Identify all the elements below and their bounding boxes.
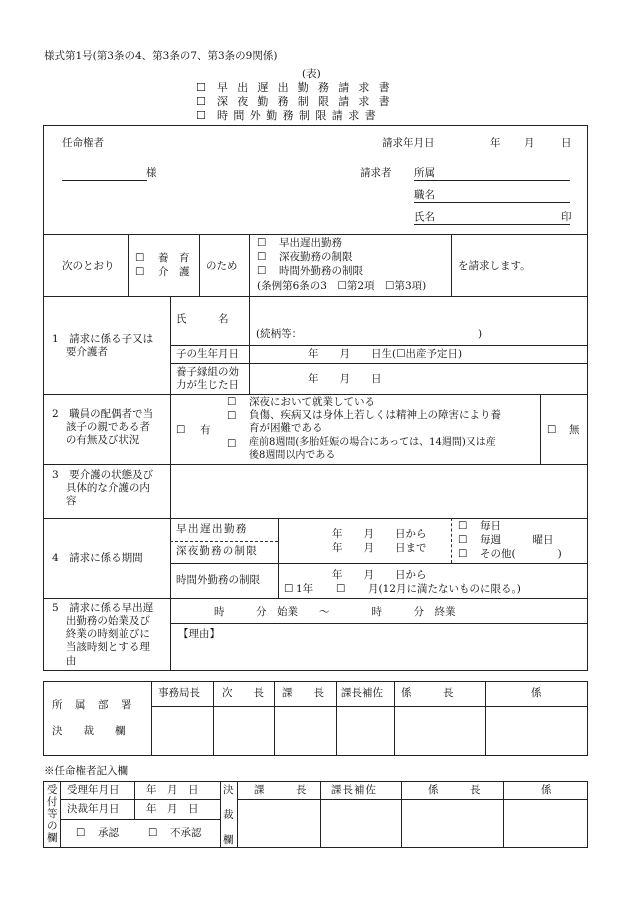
sec5-time[interactable]: 時 分 始業 ～ 時 分 終業: [214, 606, 456, 618]
sec4-ot-1year: 1年: [296, 583, 314, 595]
disapprove-label: 不承認: [170, 827, 202, 839]
sec4-early-late: 早出遅出勤務: [176, 523, 248, 535]
sec1-adopt-label: 養子縁組の効 力が生じた日: [176, 366, 239, 392]
front-label: (表): [302, 68, 321, 80]
name-label: 氏名: [414, 211, 435, 223]
request-month: 月: [524, 137, 535, 149]
checkbox-type-night[interactable]: ☐: [257, 251, 267, 263]
care-nursing-label: 介 護: [158, 266, 190, 278]
side-char-4: の: [47, 820, 58, 832]
sec4-ot-month[interactable]: 月(12月に満たないものに限る。): [368, 583, 521, 595]
sec1-relation-close: ): [478, 328, 483, 340]
sec5-reason[interactable]: 【理由】: [178, 628, 220, 640]
checkbox-type-early-late[interactable]: ☐: [257, 237, 267, 249]
sec5-label: 5 請求に係る早出遅 出勤務の始業及び 終業の時刻並びに 当該時刻とする理 由: [52, 602, 154, 667]
title-checkbox-3[interactable]: ☐: [196, 109, 206, 122]
type-overtime: 時間外勤務の制限: [279, 265, 363, 277]
sec1-label: 1 請求に係る子又は 要介護者: [52, 333, 154, 359]
sec4-freq-daily: 毎日: [480, 520, 501, 532]
side-char-2: 付: [47, 796, 58, 808]
appointer-table: [43, 781, 588, 848]
sec2-yes-checkbox[interactable]: ☐: [176, 424, 186, 436]
sec4-from-date[interactable]: 年 月 日から: [332, 528, 427, 540]
approval-col-unit-chief: 係 長: [401, 687, 454, 699]
kessai-char-2: 裁: [223, 809, 234, 821]
sec4-ot-month-checkbox[interactable]: ☐: [336, 583, 346, 595]
affiliation-line[interactable]: [414, 180, 570, 181]
decision-date-label: 決裁年月日: [67, 803, 120, 815]
sec4-label: 4 請求に係る期間: [52, 552, 143, 564]
sec4-night-limit: 深夜勤務の制限: [176, 545, 258, 557]
sec1-birth-value[interactable]: 年 月 日生(☐出産予定日): [308, 348, 463, 360]
position-line[interactable]: [414, 202, 570, 203]
sec2-item2-checkbox[interactable]: ☐: [227, 410, 237, 422]
sec2-item1: 深夜において就業している: [249, 396, 375, 408]
kessai-char-3: 欄: [223, 834, 234, 846]
side-char-3: 等: [47, 808, 58, 820]
appointer-section-title: ※任命権者記入欄: [44, 765, 128, 777]
for-label: のため: [206, 260, 238, 272]
request-year: 年: [490, 137, 501, 149]
sec3-content-field[interactable]: [172, 466, 586, 516]
title-overtime-limit: 時間外勤務制限請求書: [217, 109, 381, 122]
approve-checkbox[interactable]: ☐: [76, 827, 86, 839]
approval-col-director: 事務局長: [158, 687, 200, 699]
sec2-item3: 産前8週間(多胎妊娠の場合にあっては、14週間)又は産 後8週間以内である: [249, 437, 496, 461]
sec4-freq-other[interactable]: その他( ): [480, 548, 562, 560]
sec3-label: 3 要介護の状態及び 具体的な介護の内 容: [52, 469, 154, 508]
sec4-freq-weekly-checkbox[interactable]: ☐: [458, 534, 468, 546]
disapprove-checkbox[interactable]: ☐: [148, 827, 158, 839]
care-upbringing-label: 養 育: [158, 252, 190, 264]
type-night: 深夜勤務の制限: [279, 251, 353, 263]
appointer-col-section-chief: 課 長: [254, 784, 307, 796]
seal-label: 印: [561, 211, 572, 223]
sec2-item3-checkbox[interactable]: ☐: [227, 438, 237, 450]
approval-col-staff: 係: [531, 687, 542, 699]
decision-date-value[interactable]: 年 月 日: [146, 803, 199, 815]
sec4-freq-daily-checkbox[interactable]: ☐: [458, 520, 468, 532]
approval-decision: 決 裁 欄: [52, 725, 126, 737]
sec1-birth-label: 子の生年月日: [176, 348, 239, 360]
sec1-name-label: 氏 名: [176, 313, 229, 325]
side-char-1: 受: [47, 784, 58, 796]
sec2-no-checkbox[interactable]: ☐: [547, 424, 557, 436]
request-day: 日: [561, 137, 572, 149]
sec2-item1-checkbox[interactable]: ☐: [227, 396, 237, 408]
title-checkbox-2[interactable]: ☐: [196, 95, 206, 108]
appointer-col-assistant: 課長補佐: [331, 784, 377, 796]
receipt-date-label: 受理年月日: [67, 784, 120, 796]
sec2-yes-label: 有: [200, 424, 211, 436]
checkbox-type-overtime[interactable]: ☐: [257, 265, 267, 277]
title-checkbox-1[interactable]: ☐: [196, 81, 206, 94]
request-date-label: 請求年月日: [382, 137, 435, 149]
sec4-to-date[interactable]: 年 月 日まで: [332, 542, 427, 554]
clause-text[interactable]: (条例第6条の3 ☐第2項 ☐第3項): [257, 280, 427, 292]
sec4-ot-1year-checkbox[interactable]: ☐: [284, 583, 294, 595]
approval-col-deputy: 次 長: [222, 687, 264, 699]
side-char-5: 欄: [47, 832, 58, 844]
receipt-date-value[interactable]: 年 月 日: [146, 784, 199, 796]
request-end-label: を請求します。: [458, 260, 531, 272]
approval-col-assistant: 課長補佐: [341, 687, 383, 699]
appointer-col-unit-chief: 係 長: [428, 784, 481, 796]
form-number: 様式第1号(第3条の4、第3条の7、第3条の9関係): [44, 50, 278, 62]
affiliation-label: 所属: [414, 167, 435, 179]
appointer-col-staff: 係: [541, 784, 552, 796]
type-early-late: 早出遅出勤務: [279, 237, 342, 249]
appointer-label: 任命権者: [62, 137, 104, 149]
sec4-freq-other-checkbox[interactable]: ☐: [458, 548, 468, 560]
as-follows-label: 次のとおり: [62, 260, 115, 272]
approval-dept: 所 属 部 署: [52, 699, 133, 711]
requester-label: 請求者: [360, 167, 392, 179]
checkbox-care-nursing[interactable]: ☐: [135, 266, 145, 278]
sama-label: 様: [146, 167, 157, 179]
position-label: 職名: [414, 189, 435, 201]
sec4-freq-weekly: 毎週 曜日: [480, 534, 554, 546]
sec2-no-label: 無: [569, 424, 580, 436]
title-early-late: 早出遅出勤務請求書: [217, 81, 399, 94]
sec1-adopt-value[interactable]: 年 月 日: [308, 373, 382, 385]
approval-col-section-chief: 課 長: [282, 687, 324, 699]
sec4-overtime-limit: 時間外勤務の制限: [176, 574, 260, 586]
sec1-relation[interactable]: (続柄等：: [256, 328, 303, 340]
sec4-ot-from[interactable]: 年 月 日から: [332, 569, 427, 581]
kessai-char-1: 決: [223, 784, 234, 796]
appointer-name-line[interactable]: [62, 180, 147, 181]
name-line[interactable]: [414, 224, 570, 225]
sec2-item2: 負傷、疾病又は身体上若しくは精神上の障害により養 育が困難である: [249, 409, 501, 435]
title-night-limit: 深夜勤務制限請求書: [217, 95, 399, 108]
sec2-label: 2 職員の配偶者で当 該子の親である者 の有無及び状況: [52, 408, 154, 447]
checkbox-care-upbringing[interactable]: ☐: [135, 252, 145, 264]
approve-label: 承認: [98, 827, 119, 839]
